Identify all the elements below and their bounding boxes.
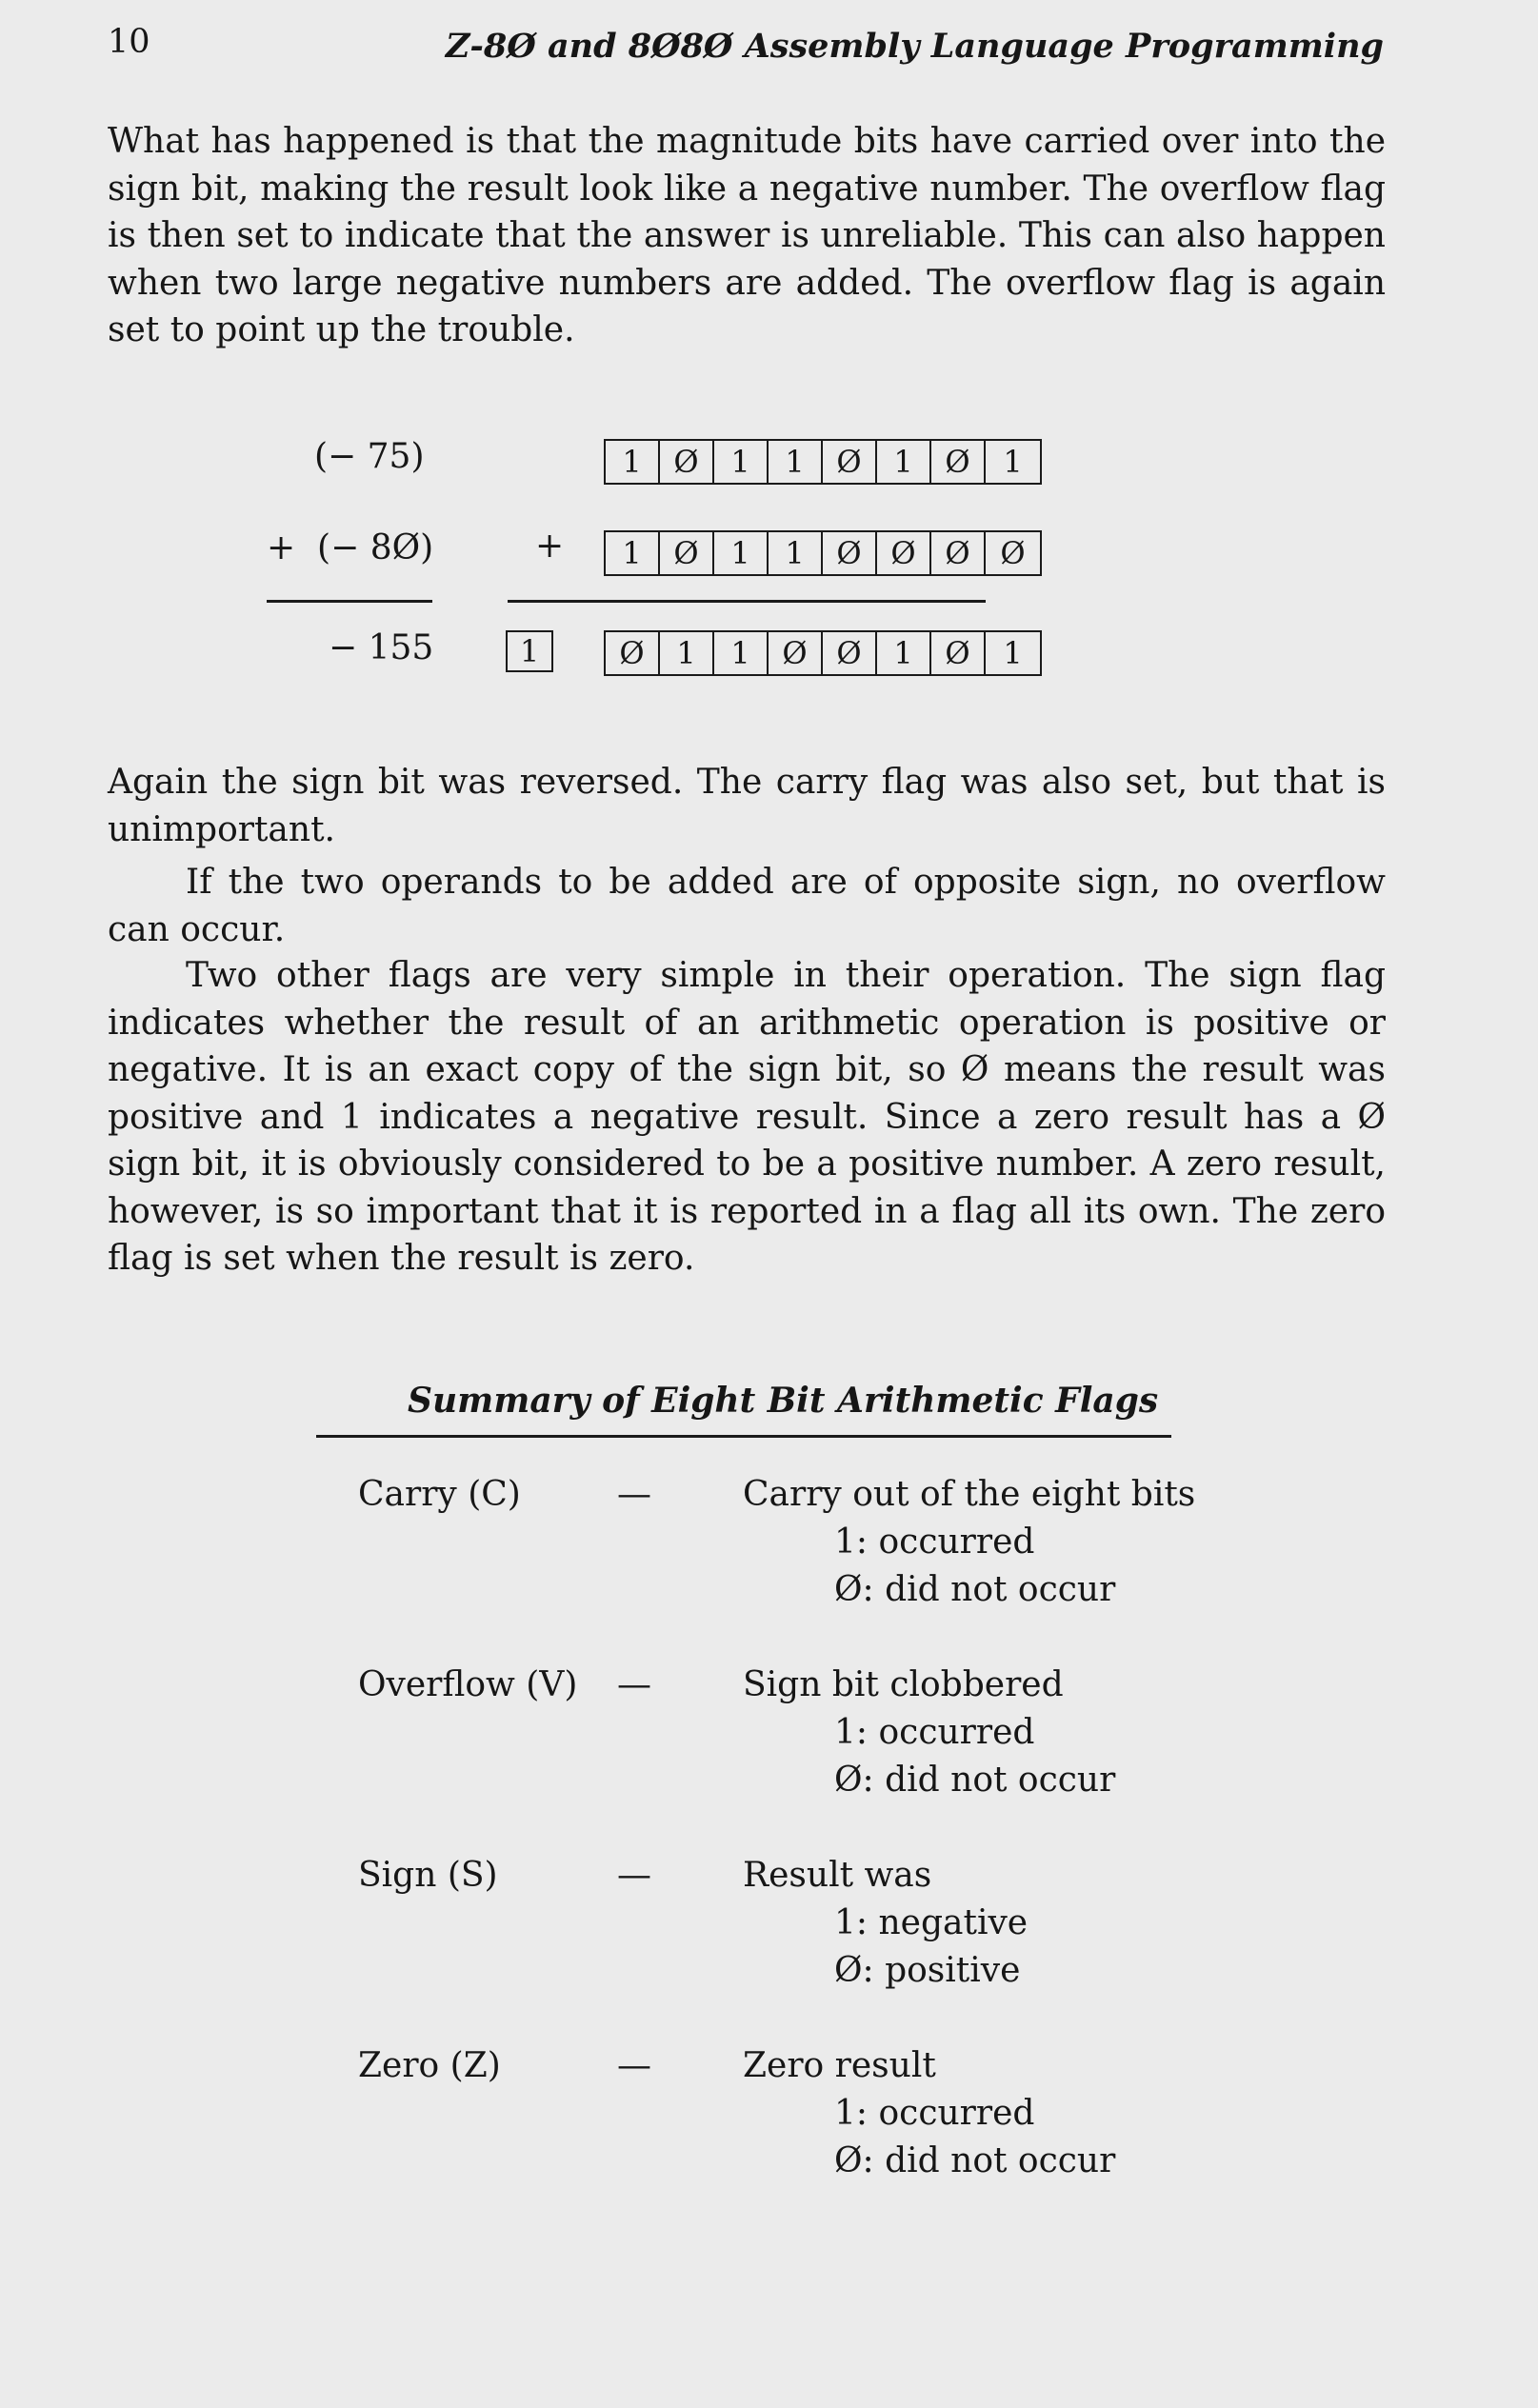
flag-zero-meaning: Ø: did not occur bbox=[834, 2141, 1116, 2180]
paragraph-sign-zero-flags: Two other flags are very simple in their operation. The sign flag indicates whether the result of an arithmetic operation is positive or negative. It is an exact copy of the sign bit, so Ø means the result was positive and 1 indicates a negative result. Since a zero result has a Ø sign bit, it is obviously considered to be a positive number. A zero result, however, is so important that it is reported in a flag all its own. The zero flag is set when the result is zero. bbox=[108, 956, 1386, 1278]
bit: 1 bbox=[606, 532, 660, 574]
bit: 1 bbox=[660, 632, 714, 674]
summary-title-rule bbox=[316, 1435, 1171, 1438]
paragraph-opposite-sign: If the two operands to be added are of opposite sign, no overflow can occur. bbox=[108, 863, 1386, 949]
paragraph-sign-reversed: Again the sign bit was reversed. The carry flag was also set, but that is unimportant. bbox=[108, 763, 1386, 849]
summary-title: Summary of Eight Bit Arithmetic Flags bbox=[408, 1381, 1159, 1421]
running-header: Z-8Ø and 8Ø8Ø Assembly Language Programming bbox=[445, 27, 1384, 66]
bit: Ø bbox=[931, 532, 986, 574]
flag-name: Overflow (V) bbox=[358, 1665, 578, 1704]
bit: 1 bbox=[714, 532, 769, 574]
bit: 1 bbox=[714, 441, 769, 483]
operand2-bits bbox=[604, 530, 1042, 576]
result-label: − 155 bbox=[329, 628, 434, 667]
flag-name: Zero (Z) bbox=[358, 2046, 501, 2085]
bit: Ø bbox=[606, 632, 660, 674]
page-number: 10 bbox=[108, 23, 150, 61]
result-bits bbox=[604, 630, 1042, 676]
bit: Ø bbox=[660, 441, 714, 483]
bit: Ø bbox=[823, 632, 877, 674]
flag-zero-meaning: Ø: did not occur bbox=[834, 1570, 1116, 1609]
flag-description: Carry out of the eight bits bbox=[743, 1475, 1196, 1514]
flag-one-meaning: 1: occurred bbox=[834, 2094, 1035, 2133]
bit: 1 bbox=[769, 441, 823, 483]
flag-dash: — bbox=[617, 1475, 651, 1514]
flag-dash: — bbox=[617, 1665, 651, 1704]
bit: Ø bbox=[823, 441, 877, 483]
operand2-label: + (− 8Ø) bbox=[267, 528, 434, 567]
bit: 1 bbox=[1003, 635, 1023, 671]
bit: 1 bbox=[1003, 444, 1023, 480]
sum-rule-left bbox=[267, 600, 432, 603]
flag-zero-meaning: Ø: positive bbox=[834, 1951, 1021, 1990]
bit: Ø bbox=[931, 632, 986, 674]
bit: Ø bbox=[931, 441, 986, 483]
operand1-bits bbox=[604, 439, 1042, 485]
plus-sign: + bbox=[535, 527, 565, 566]
bit: Ø bbox=[1000, 535, 1026, 571]
bit: Ø bbox=[769, 632, 823, 674]
operand1-label: (− 75) bbox=[314, 437, 425, 476]
flag-description: Result was bbox=[743, 1856, 932, 1895]
flag-dash: — bbox=[617, 2046, 651, 2085]
flag-description: Zero result bbox=[743, 2046, 936, 2085]
flag-name: Carry (C) bbox=[358, 1475, 521, 1514]
bit: 1 bbox=[877, 441, 931, 483]
bit: 1 bbox=[877, 632, 931, 674]
flag-one-meaning: 1: occurred bbox=[834, 1713, 1035, 1752]
bit: 1 bbox=[769, 532, 823, 574]
carry-bit-box: 1 bbox=[506, 630, 553, 672]
flag-one-meaning: 1: negative bbox=[834, 1903, 1029, 1942]
flag-name: Sign (S) bbox=[358, 1856, 498, 1895]
bit: 1 bbox=[714, 632, 769, 674]
bit: 1 bbox=[606, 441, 660, 483]
bit: Ø bbox=[823, 532, 877, 574]
paragraph-overflow-explanation: What has happened is that the magnitude bits have carried over into the sign bit, making the result look like a negative number. The overflow flag is then set to indicate that the answer is unreliable. This can also happen when two large negative numbers are added. The overflow flag is again set to point up the trouble. bbox=[108, 122, 1386, 349]
sum-rule-right bbox=[508, 600, 986, 603]
flag-dash: — bbox=[617, 1856, 651, 1895]
flag-zero-meaning: Ø: did not occur bbox=[834, 1761, 1116, 1800]
flag-description: Sign bit clobbered bbox=[743, 1665, 1064, 1704]
flag-one-meaning: 1: occurred bbox=[834, 1522, 1035, 1562]
bit: Ø bbox=[877, 532, 931, 574]
bit: Ø bbox=[660, 532, 714, 574]
